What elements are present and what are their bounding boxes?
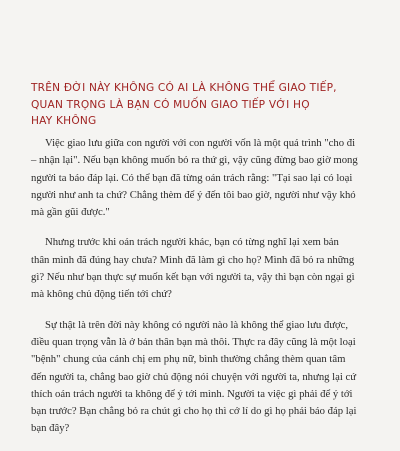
text-line: người ta báo đáp lại. Có thể bạn đã từng oán trách rằng: "Tại sao lại có loại — [31, 171, 353, 184]
text-line: thân mình đã đúng hay chưa? Mình đã làm gì cho họ? Mình đã bỏ ra những — [31, 253, 355, 266]
text-line: – nhận lại". Nếu bạn không muốn bỏ ra thứ gì, vậy cũng đừng bao giờ mong — [31, 154, 358, 167]
text-line: Việc giao lưu giữa con người với con người vốn là một quá trình "cho đi — [45, 137, 356, 149]
text-line: đến người ta, chẳng bao giờ chủ động nói chuyện với người ta, nhưng lại cứ — [31, 370, 357, 383]
text-line: gì? Nếu như bạn thực sự muốn kết bạn với người ta, vậy thì bạn còn ngại gì — [31, 271, 355, 284]
text-line: người như anh ta chứ? Chẳng thèm để ý đến tôi bao giờ, người như vậy khó — [31, 188, 356, 201]
heading-line: HAY KHÔNG — [31, 115, 97, 127]
text-line: mà không chủ động tiến tới chứ? — [31, 288, 172, 301]
paragraph-2 — [31, 234, 375, 303]
text-line: Sự thật là trên đời này không có người nào là không thể giao lưu được, — [45, 318, 349, 331]
body-text — [31, 135, 375, 451]
text-line: mà gần gũi được." — [31, 206, 110, 219]
text-line: bạn trước? Bạn chẳng bỏ ra chút gì cho họ thì cớ lí do gì họ phải báo đáp lại — [31, 405, 357, 418]
text-line: điều quan trọng vẫn là ở bản thân bạn mà thôi. Thực ra đây cũng là một loại — [31, 335, 356, 348]
section-heading — [31, 80, 371, 130]
paragraph-3 — [31, 317, 375, 438]
text-line: bạn đây? — [31, 422, 70, 435]
heading-line: QUAN TRỌNG LÀ BẠN CÓ MUỐN GIAO TIẾP VỚI HỌ — [31, 98, 310, 111]
text-line: thích oán trách người ta không để ý tới mình. Người ta việc gì phải để ý tới — [31, 387, 353, 400]
text-line: "bệnh" chung của cánh chị em phụ nữ, bình thường chẳng thèm quan tâm — [31, 353, 346, 366]
heading-line: TRÊN ĐỜI NÀY KHÔNG CÓ AI LÀ KHÔNG THỂ GIAO TIẾP, — [31, 82, 337, 94]
paragraph-1 — [31, 135, 375, 221]
text-line: Nhưng trước khi oán trách người khác, bạn có từng nghĩ lại xem bản — [45, 236, 339, 249]
